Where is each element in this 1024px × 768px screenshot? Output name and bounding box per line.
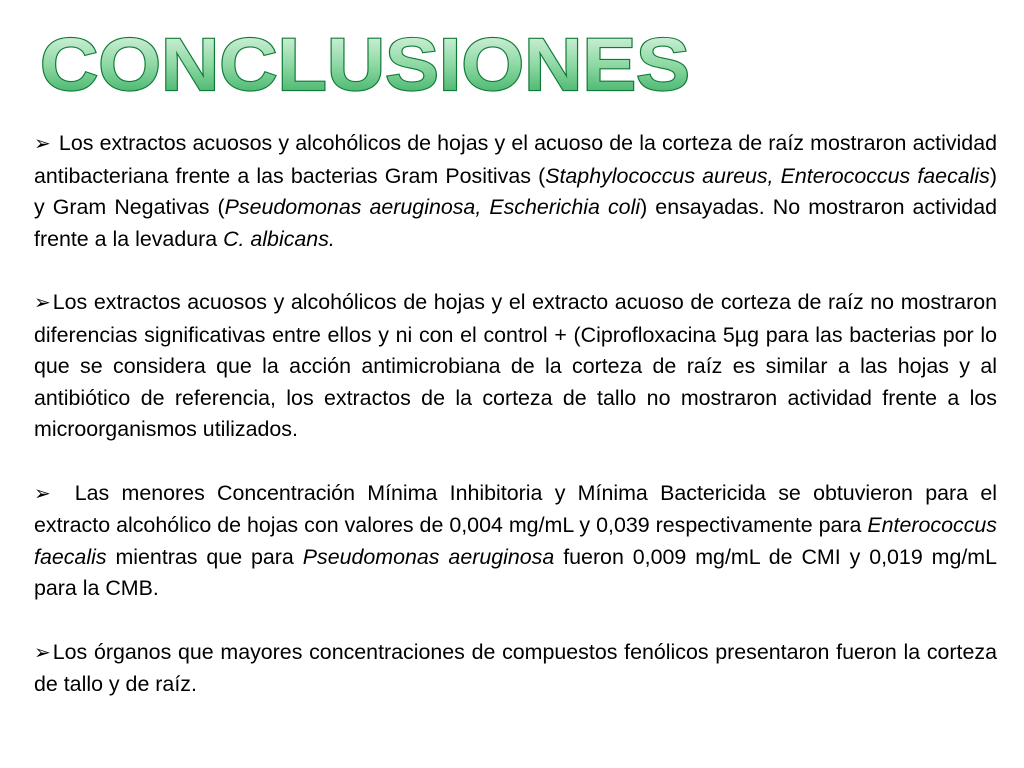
- species-name-text: Staphylococcus aureus, Enterococcus faecalis: [545, 163, 990, 188]
- paragraph-text: ) y Gram Negativas (: [34, 163, 997, 219]
- conclusion-paragraph: [34, 128, 997, 255]
- species-name-text: C. albicans.: [223, 226, 335, 251]
- arrow-bullet-icon: ➢: [34, 292, 51, 314]
- slide-title: [0, 14, 730, 104]
- conclusion-paragraph: [34, 637, 997, 701]
- conclusions-list: [34, 128, 997, 733]
- species-name-text: Pseudomonas aeruginosa, Escherichia coli: [224, 195, 641, 219]
- paragraph-text: Los extractos acuosos y alcohólicos de hojas y el acuoso de la corteza de raíz mostraron actividad antibacteriana frente a las bacterias Gram Positivas (: [34, 131, 997, 188]
- title-wordart: [0, 14, 730, 104]
- paragraph-text: Los extractos acuosos y alcohólicos de hojas y el extracto acuoso de corteza de raíz no mostraron diferencias significativas entre ellos y ni con el control + (Ciprofloxacina 5µg para las bacterias por lo que se considera que la acción antimicrobiana de la corteza de raíz es similar a las hojas y al antibiótico de referencia, los extractos de la corteza de tallo no mostraron actividad frente a los microorganismos utilizados.: [34, 290, 997, 441]
- paragraph-text: ) ensayadas. No mostraron actividad frente a la levadura: [34, 195, 997, 251]
- species-name-text: Pseudomonas aeruginosa: [302, 544, 555, 569]
- page-title: CONCLUSIONES: [40, 23, 690, 104]
- paragraph-text: mientras que para: [106, 544, 303, 569]
- paragraph-text: Las menores Concentración Mínima Inhibitoria y Mínima Bactericida se obtuvieron para el extracto alcohólico de hojas con valores de 0,004 mg/mL y 0,039 respectivamente para: [34, 480, 997, 537]
- paragraph-text: Los órganos que mayores concentraciones de compuestos fenólicos presentaron fueron la corteza de tallo y de raíz.: [34, 639, 997, 696]
- paragraph-text: fueron 0,009 mg/mL de CMI y 0,019 mg/mL para la CMB.: [34, 544, 998, 600]
- arrow-bullet-icon: ➢: [34, 641, 51, 664]
- arrow-bullet-icon: ➢: [34, 482, 51, 505]
- arrow-bullet-icon: ➢: [34, 133, 51, 155]
- conclusion-paragraph: [34, 478, 997, 605]
- species-name-text: Enterococcus faecalis: [34, 513, 997, 569]
- conclusion-paragraph: [34, 287, 997, 446]
